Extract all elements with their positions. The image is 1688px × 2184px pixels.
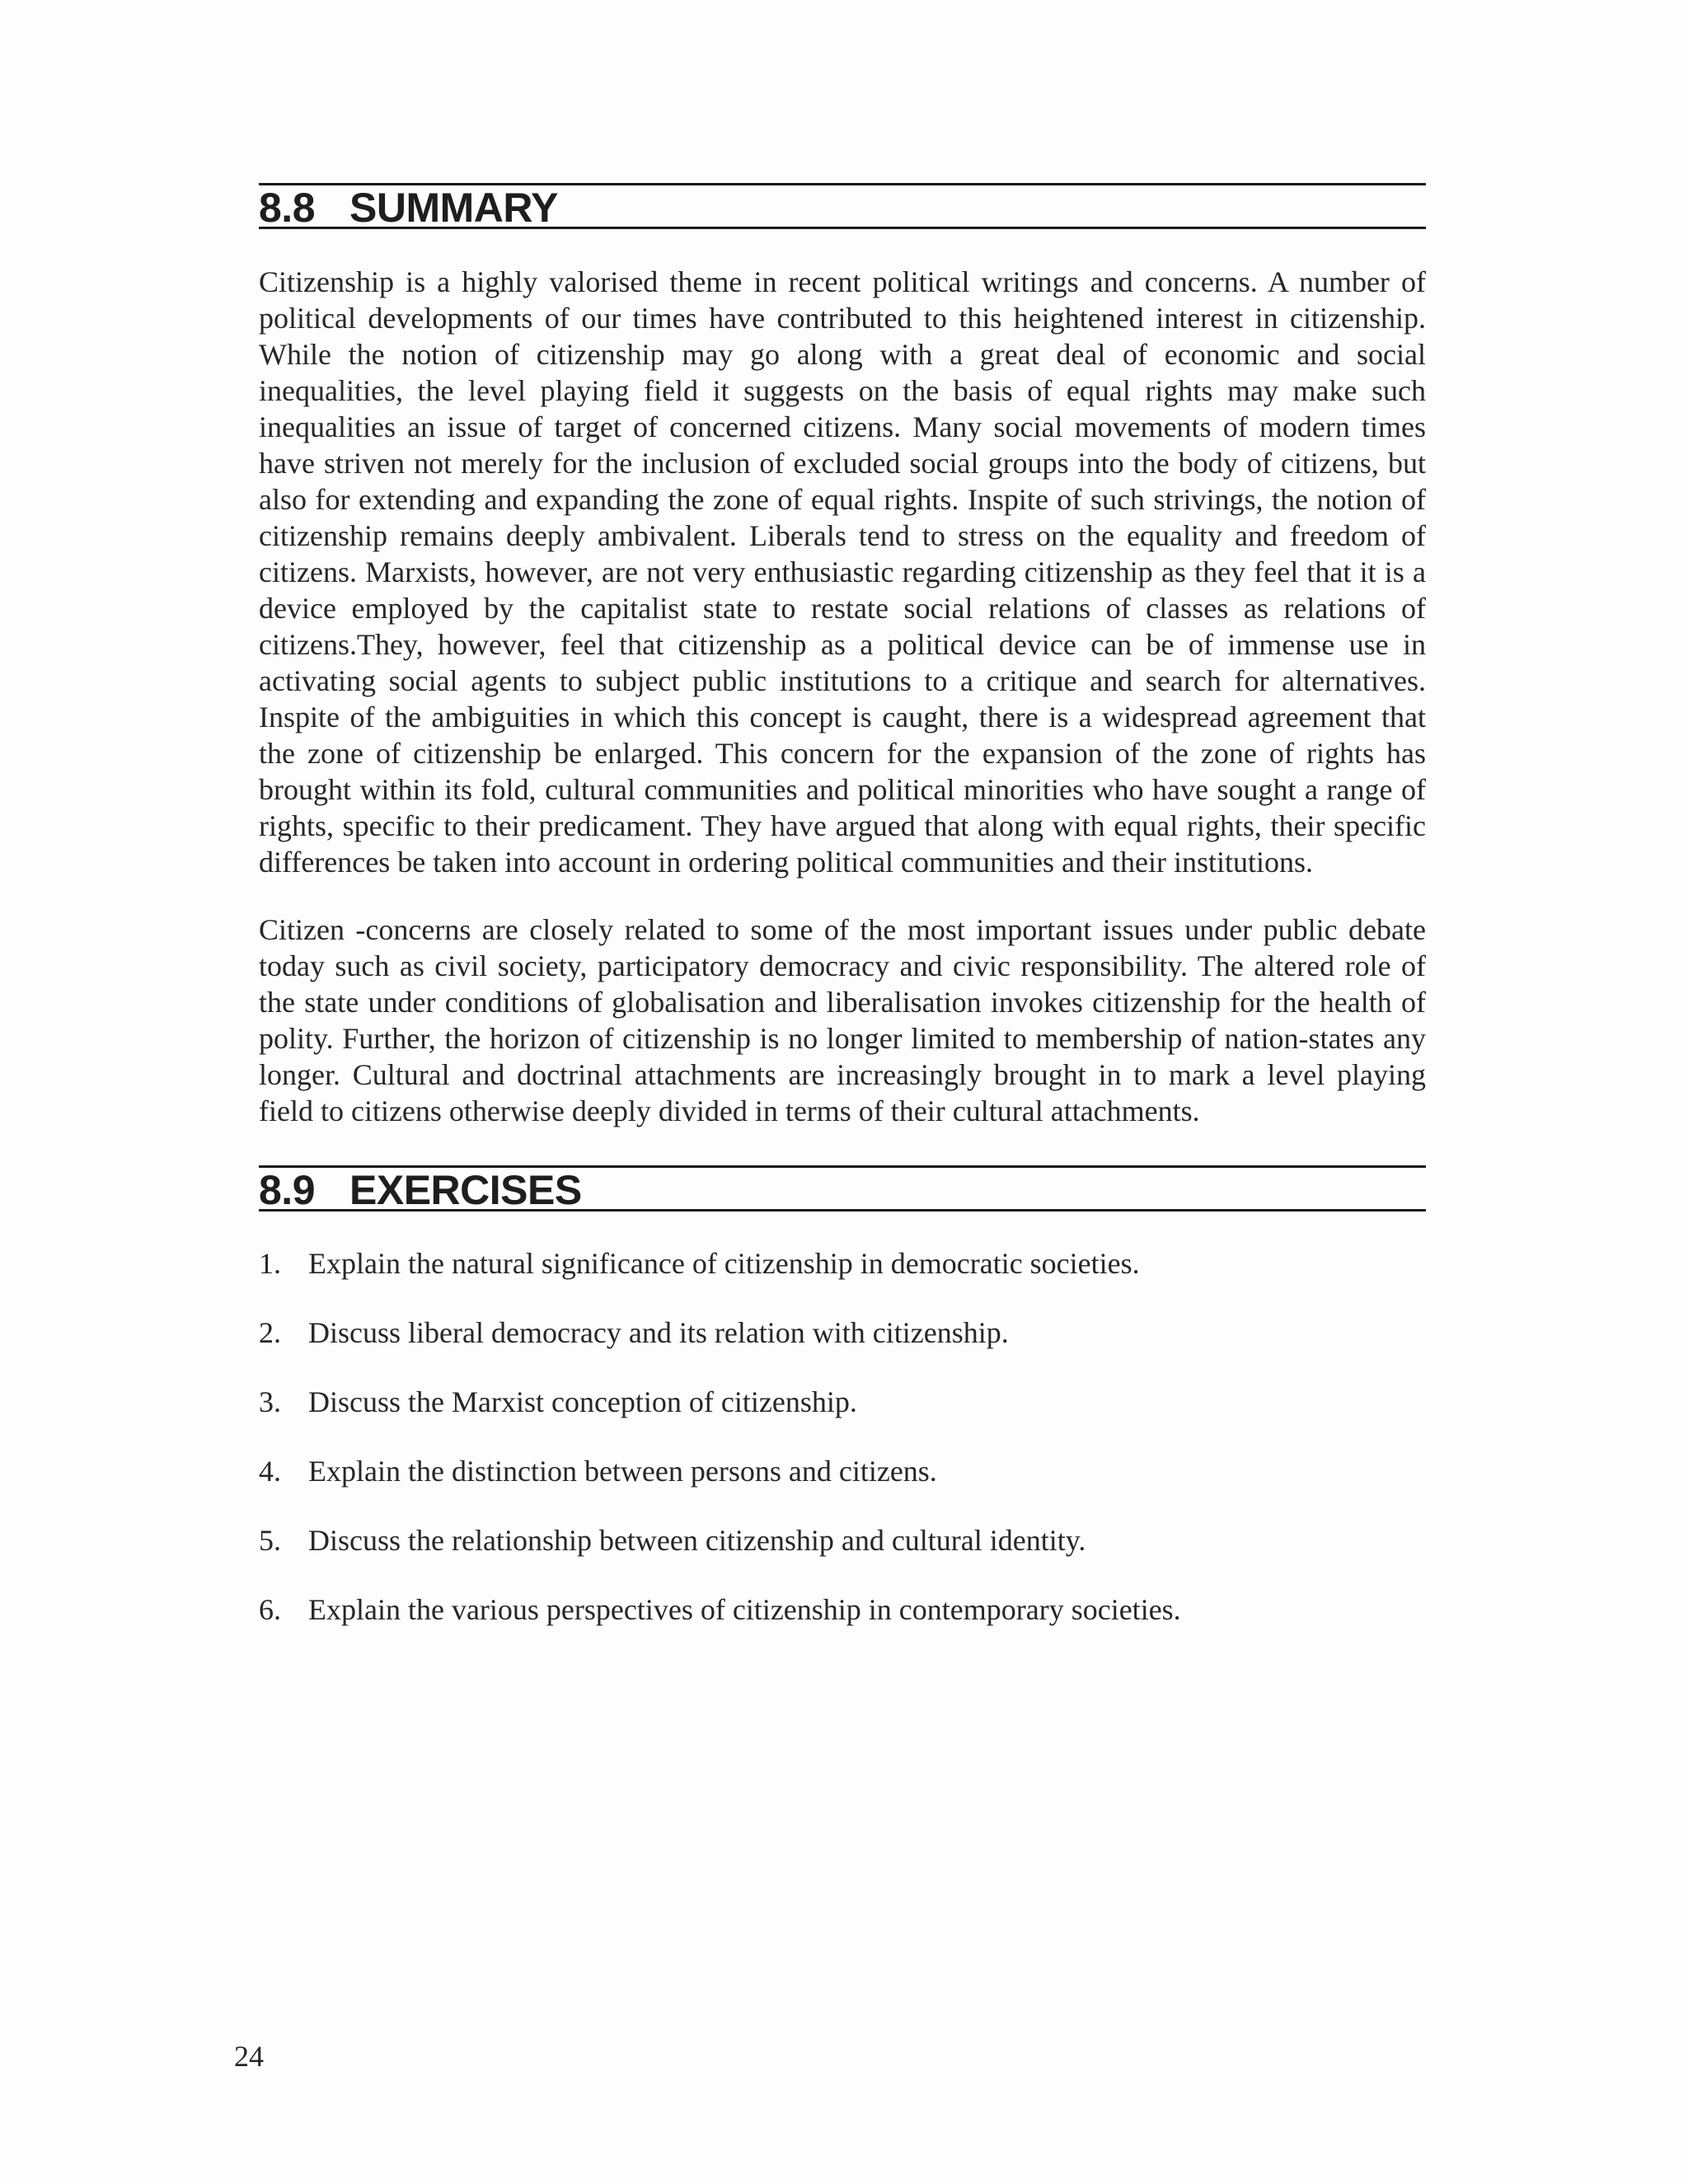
list-item-text: Explain the natural significance of citizenship in democratic societies.: [308, 1247, 1140, 1280]
summary-section-title: SUMMARY: [349, 184, 558, 231]
list-item-text: Explain the distinction between persons and citizens.: [308, 1455, 937, 1488]
list-item-text: Discuss liberal democracy and its relation with citizenship.: [308, 1316, 1009, 1349]
list-item-number: 3.: [259, 1385, 281, 1418]
summary-section-number: 8.8: [259, 184, 316, 231]
exercises-section-number: 8.9: [259, 1166, 316, 1213]
list-item: [259, 1591, 1426, 1661]
summary-paragraph: Citizenship is a highly valorised theme in recent political writings and concerns. A number of political developments of our times have contributed to this heightened interest in citizenship. While the notion of citizenship may go along with a great deal of economic and social inequalities, the level playing field it suggests on the basis of equal rights may make such inequalities an issue of target of concerned citizens. Many social movements of modern times have striven not merely for the inclusion of excluded social groups into the body of citizens, but also for extending and expanding the zone of equal rights. Inspite of such strivings, the notion of citizenship remains deeply ambivalent. Liberals tend to stress on the equality and freedom of citizens. Marxists, however, are not very enthusiastic regarding citizenship as they feel that it is a device employed by the capitalist state to restate social relations of classes as relations of citizens.They, however, feel that citizenship as a political device can be of immense use in activating social agents to subject public institutions to a critique and search for alternatives. Inspite of the ambiguities in which this concept is caught, there is a widespread agreement that the zone of citizenship be enlarged. This concern for the expansion of the zone of rights has brought within its fold, cultural communities and political minorities who have sought a range of rights, specific to their predicament. They have argued that along with equal rights, their specific differences be taken into account in ordering political communities and their institutions.: [259, 265, 1426, 879]
exercises-section-title: EXERCISES: [349, 1166, 582, 1213]
list-item-number: 1.: [259, 1247, 281, 1280]
list-item-number: 5.: [259, 1524, 281, 1557]
summary-paragraph: Citizen -concerns are closely related to some of the most important issues under public debate today such as civil society, participatory democracy and civic responsibility. The altered role of the state under conditions of globalisation and liberalisation invokes citizenship for the health of polity. Further, the horizon of citizenship is no longer limited to membership of nation-states any longer. Cultural and doctrinal attachments are increasingly brought in to mark a level playing field to citizens otherwise deeply divided in terms of their cultural attachments.: [259, 912, 1426, 1127]
list-item-text: Discuss the relationship between citizenship and cultural identity.: [308, 1524, 1086, 1557]
list-item: [259, 1453, 1426, 1522]
exercise-list: [259, 1245, 1426, 1661]
list-item: [259, 1315, 1426, 1384]
list-item: [259, 1245, 1426, 1315]
list-item-number: 4.: [259, 1455, 281, 1488]
list-item: [259, 1522, 1426, 1591]
page-content: [259, 148, 1426, 1661]
page-number: 24: [234, 2040, 264, 2073]
list-item: [259, 1384, 1426, 1453]
list-item-text: Explain the various perspectives of citizenship in contemporary societies.: [308, 1593, 1181, 1626]
summary-heading: [259, 183, 1426, 229]
list-item-number: 2.: [259, 1316, 281, 1349]
list-item-number: 6.: [259, 1593, 281, 1626]
exercises-heading: [259, 1165, 1426, 1212]
list-item-text: Discuss the Marxist conception of citizenship.: [308, 1385, 857, 1418]
